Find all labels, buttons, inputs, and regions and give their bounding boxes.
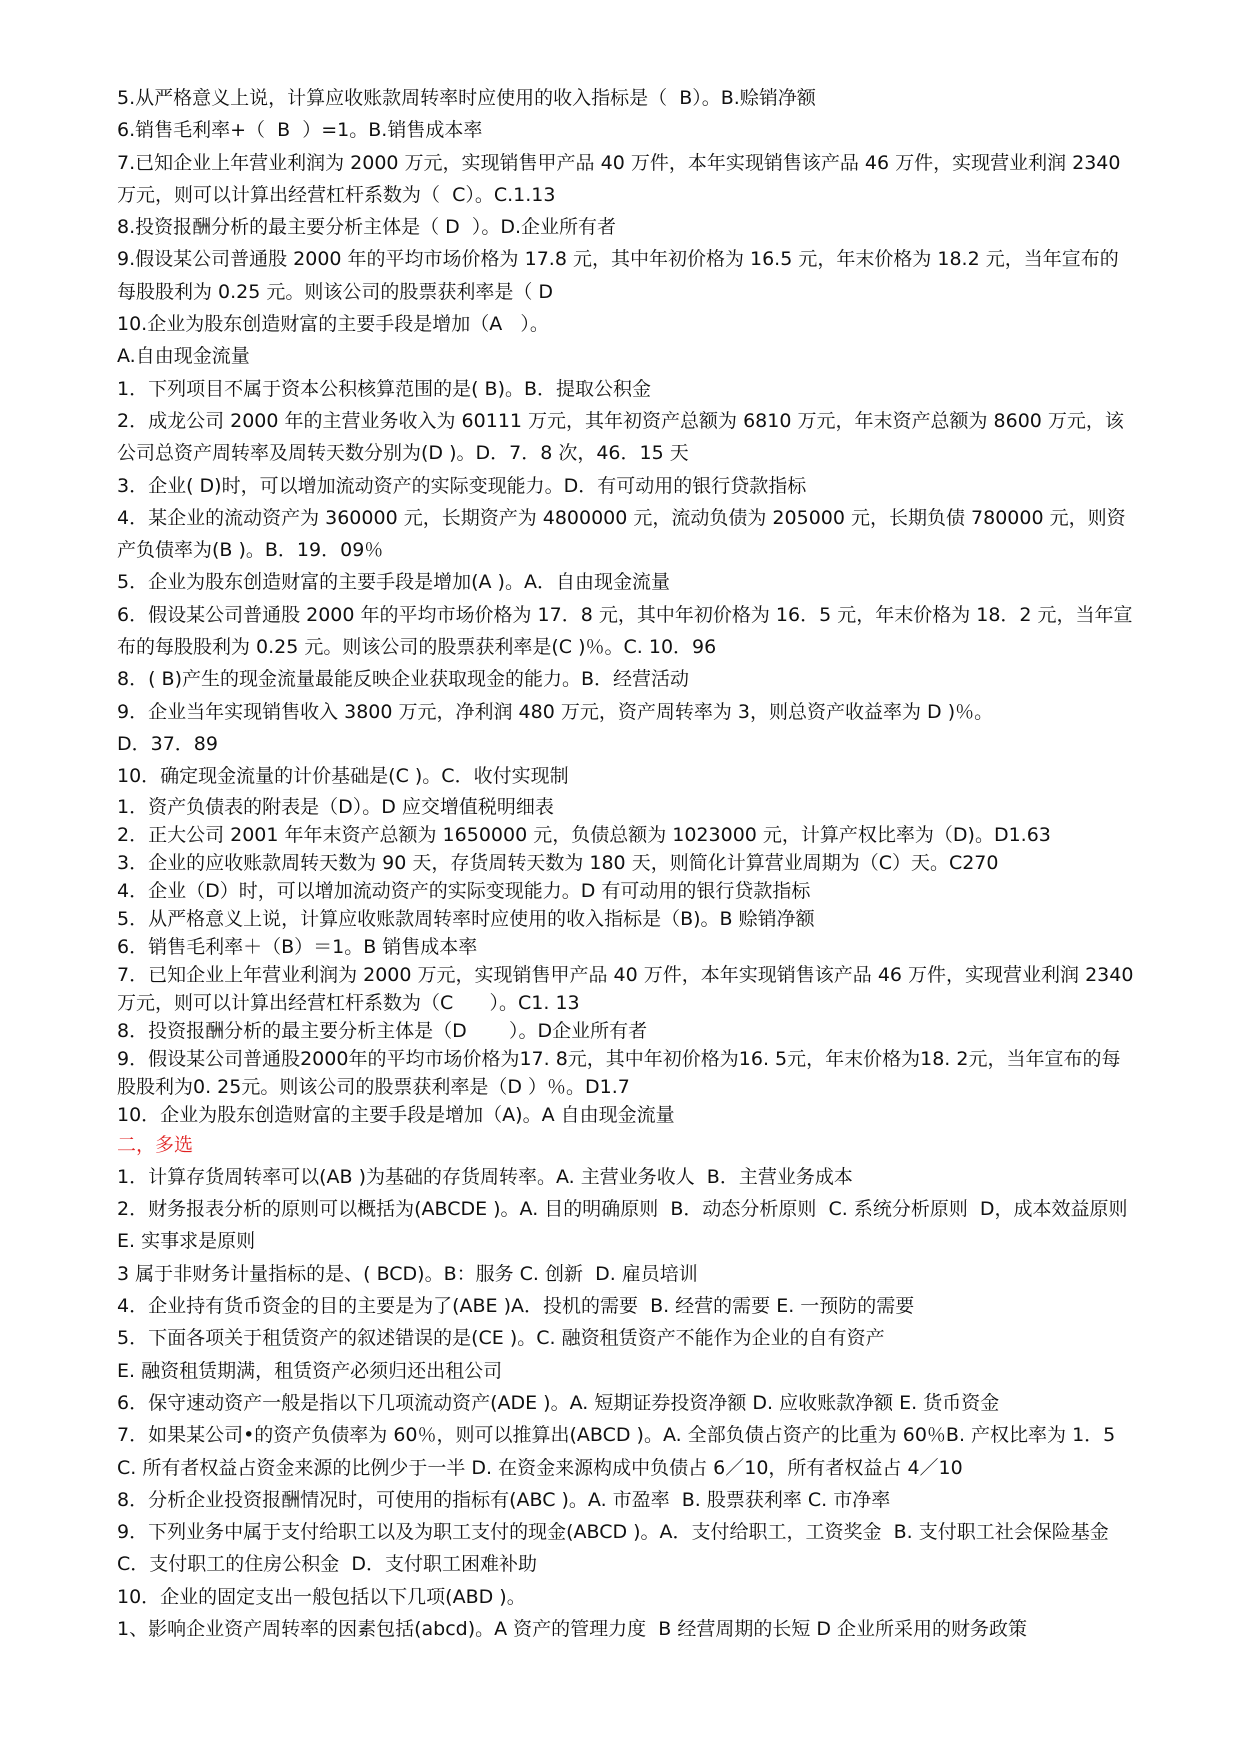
multi-question-7: 7．如果某公司•的资产负债率为 60％，则可以推算出(ABCD )。A. 全部负债占资产的比重为 60％B. 产权比率为 1．5 C. 所有者权益占资金来源的比例少于一半 D. 在资金来源构成中负债占 6／10，所有者权益占 4／10 <box>117 1424 1122 1479</box>
question-5-b: 5．企业为股东创造财富的主要手段是增加(A )。A．自由现金流量 <box>117 571 670 594</box>
question-9-c: 9．假设某公司普通股2000年的平均市场价格为17. 8元，其中年初价格为16. 5元，年末价格为18. 2元，当年宣布的每股股利为0. 25元。则该公司的股票获利率是（D ）％。D1.7 <box>117 1047 1121 1098</box>
question-10-a: 10.企业为股东创造财富的主要手段是增加（A ）。 <box>117 313 549 336</box>
question-7-c: 7．已知企业上年营业利润为 2000 万元，实现销售甲产品 40 万件，本年实现销售该产品 46 万件，实现营业利润 2340 万元，则可以计算出经营杠杆系数为（C ）。C1. 13 <box>117 963 1140 1014</box>
multi-question-9: 9．下列业务中属于支付给职工以及为职工支付的现金(ABCD )。A．支付给职工，工资奖金 B. 支付职工社会保险基金 C．支付职工的住房公积金 D．支付职工困难补助 <box>117 1521 1115 1576</box>
question-8-a: 8.投资报酬分析的最主要分析主体是（ D ）。D.企业所有者 <box>117 216 617 239</box>
document-page <box>117 82 1140 1645</box>
question-8-c: 8．投资报酬分析的最主要分析主体是（D ）。D企业所有者 <box>117 1019 648 1042</box>
multi-question-3: 3 属于非财务计量指标的是、( BCD)。B：服务 C. 创新 D. 雇员培训 <box>117 1262 698 1285</box>
multi-question-2: 2．财务报表分析的原则可以概括为(ABCDE )。A. 目的明确原则 B．动态分析原则 C. 系统分析原则 D，成本效益原则 E. 实事求是原则 <box>117 1198 1134 1253</box>
question-1-b: 1．下列项目不属于资本公积核算范围的是( B)。B．提取公积金 <box>117 377 652 400</box>
multi-question-1: 1．计算存货周转率可以(AB )为基础的存货周转率。A. 主营业务收人 B．主营业务成本 <box>117 1165 853 1188</box>
answer-9-b: D．37．89 <box>117 732 218 755</box>
multi-question-1-second: 1、影响企业资产周转率的因素包括(abcd)。A 资产的管理力度 B 经营周期的长短 D 企业所采用的财务政策 <box>117 1617 1028 1640</box>
question-9-a: 9.假设某公司普通股 2000 年的平均市场价格为 17.8 元，其中年初价格为 16.5 元，年末价格为 18.2 元，当年宣布的每股股利为 0.25 元。则该公司的股票获利率是（ D <box>117 248 1119 303</box>
question-8-b: 8．( B)产生的现金流量最能反映企业获取现金的能力。B．经营活动 <box>117 668 690 691</box>
question-6-b: 6．假设某公司普通股 2000 年的平均市场价格为 17．8 元，其中年初价格为 16．5 元，年末价格为 18．2 元，当年宣布的每股股利为 0.25 元。则该公司的股票获利率是(C )％。C. 10．96 <box>117 603 1133 659</box>
question-5-a: 5.从严格意义上说，计算应收账款周转率时应使用的收入指标是（ B）。B.赊销净额 <box>117 87 816 109</box>
question-3-b: 3．企业( D)时，可以增加流动资产的实际变现能力。D．有可动用的银行贷款指标 <box>117 474 807 497</box>
question-2-b: 2．成龙公司 2000 年的主营业务收入为 60111 万元，其年初资产总额为 6810 万元，年末资产总额为 8600 万元，该公司总资产周转率及周转天数分别为(D )。D．7．8 次，46．15 天 <box>117 409 1124 465</box>
multi-question-6: 6．保守速动资产一般是指以下几项流动资产(ADE )。A. 短期证券投资净额 D. 应收账款净额 E. 货币资金 <box>117 1391 1000 1414</box>
answer-10-a: A.自由现金流量 <box>117 345 250 368</box>
question-10-b: 10．确定现金流量的计价基础是(C )。C．收付实现制 <box>117 765 569 788</box>
multi-question-4: 4．企业持有货币资金的目的主要是为了(ABE )A．投机的需要 B. 经营的需要 E. 一预防的需要 <box>117 1295 915 1318</box>
question-4-c: 4．企业（D）时，可以增加流动资产的实际变现能力。D 有可动用的银行贷款指标 <box>117 879 811 902</box>
question-7-a: 7.已知企业上年营业利润为 2000 万元，实现销售甲产品 40 万件，本年实现销售该产品 46 万件，实现营业利润 2340 万元，则可以计算出经营杠杆系数为（ C）。C.1.13 <box>117 151 1127 206</box>
question-3-c: 3．企业的应收账款周转天数为 90 天，存货周转天数为 180 天，则简化计算营业周期为（C）天。C270 <box>117 851 999 874</box>
multi-question-5: 5．下面各项关于租赁资产的叙述错误的是(CE )。C. 融资租赁资产不能作为企业的自有资产 <box>117 1327 885 1350</box>
multi-question-10: 10．企业的固定支出一般包括以下几项(ABD )。 <box>117 1585 526 1608</box>
question-5-c: 5．从严格意义上说，计算应收账款周转率时应使用的收入指标是（B)。B 赊销净额 <box>117 907 815 930</box>
multi-choice-heading: 二，多选 <box>117 1133 194 1156</box>
multi-question-8: 8．分析企业投资报酬情况时，可使用的指标有(ABC )。A. 市盈率 B. 股票获利率 C. 市净率 <box>117 1488 891 1511</box>
question-2-c: 2．正大公司 2001 年年末资产总额为 1650000 元，负债总额为 1023000 元，计算产权比率为（D)。D1.63 <box>117 823 1051 846</box>
question-6-a: 6.销售毛利率+（ B ）=1。B.销售成本率 <box>117 119 483 142</box>
multi-answer-5e: E. 融资租赁期满，租赁资产必须归还出租公司 <box>117 1359 503 1382</box>
question-4-b: 4．某企业的流动资产为 360000 元，长期资产为 4800000 元，流动负债为 205000 元，长期负债 780000 元，则资产负债率为(B )。B．19．09％ <box>117 506 1126 562</box>
question-1-c: 1．资产负债表的附表是（D）。D 应交增值税明细表 <box>117 795 554 818</box>
question-10-c: 10．企业为股东创造财富的主要手段是增加（A)。A 自由现金流量 <box>117 1103 675 1126</box>
question-9-b: 9．企业当年实现销售收入 3800 万元，净利润 480 万元，资产周转率为 3，则总资产收益率为 D )％。 <box>117 700 994 723</box>
question-6-c: 6．销售毛利率＋（B）＝1。B 销售成本率 <box>117 935 478 958</box>
